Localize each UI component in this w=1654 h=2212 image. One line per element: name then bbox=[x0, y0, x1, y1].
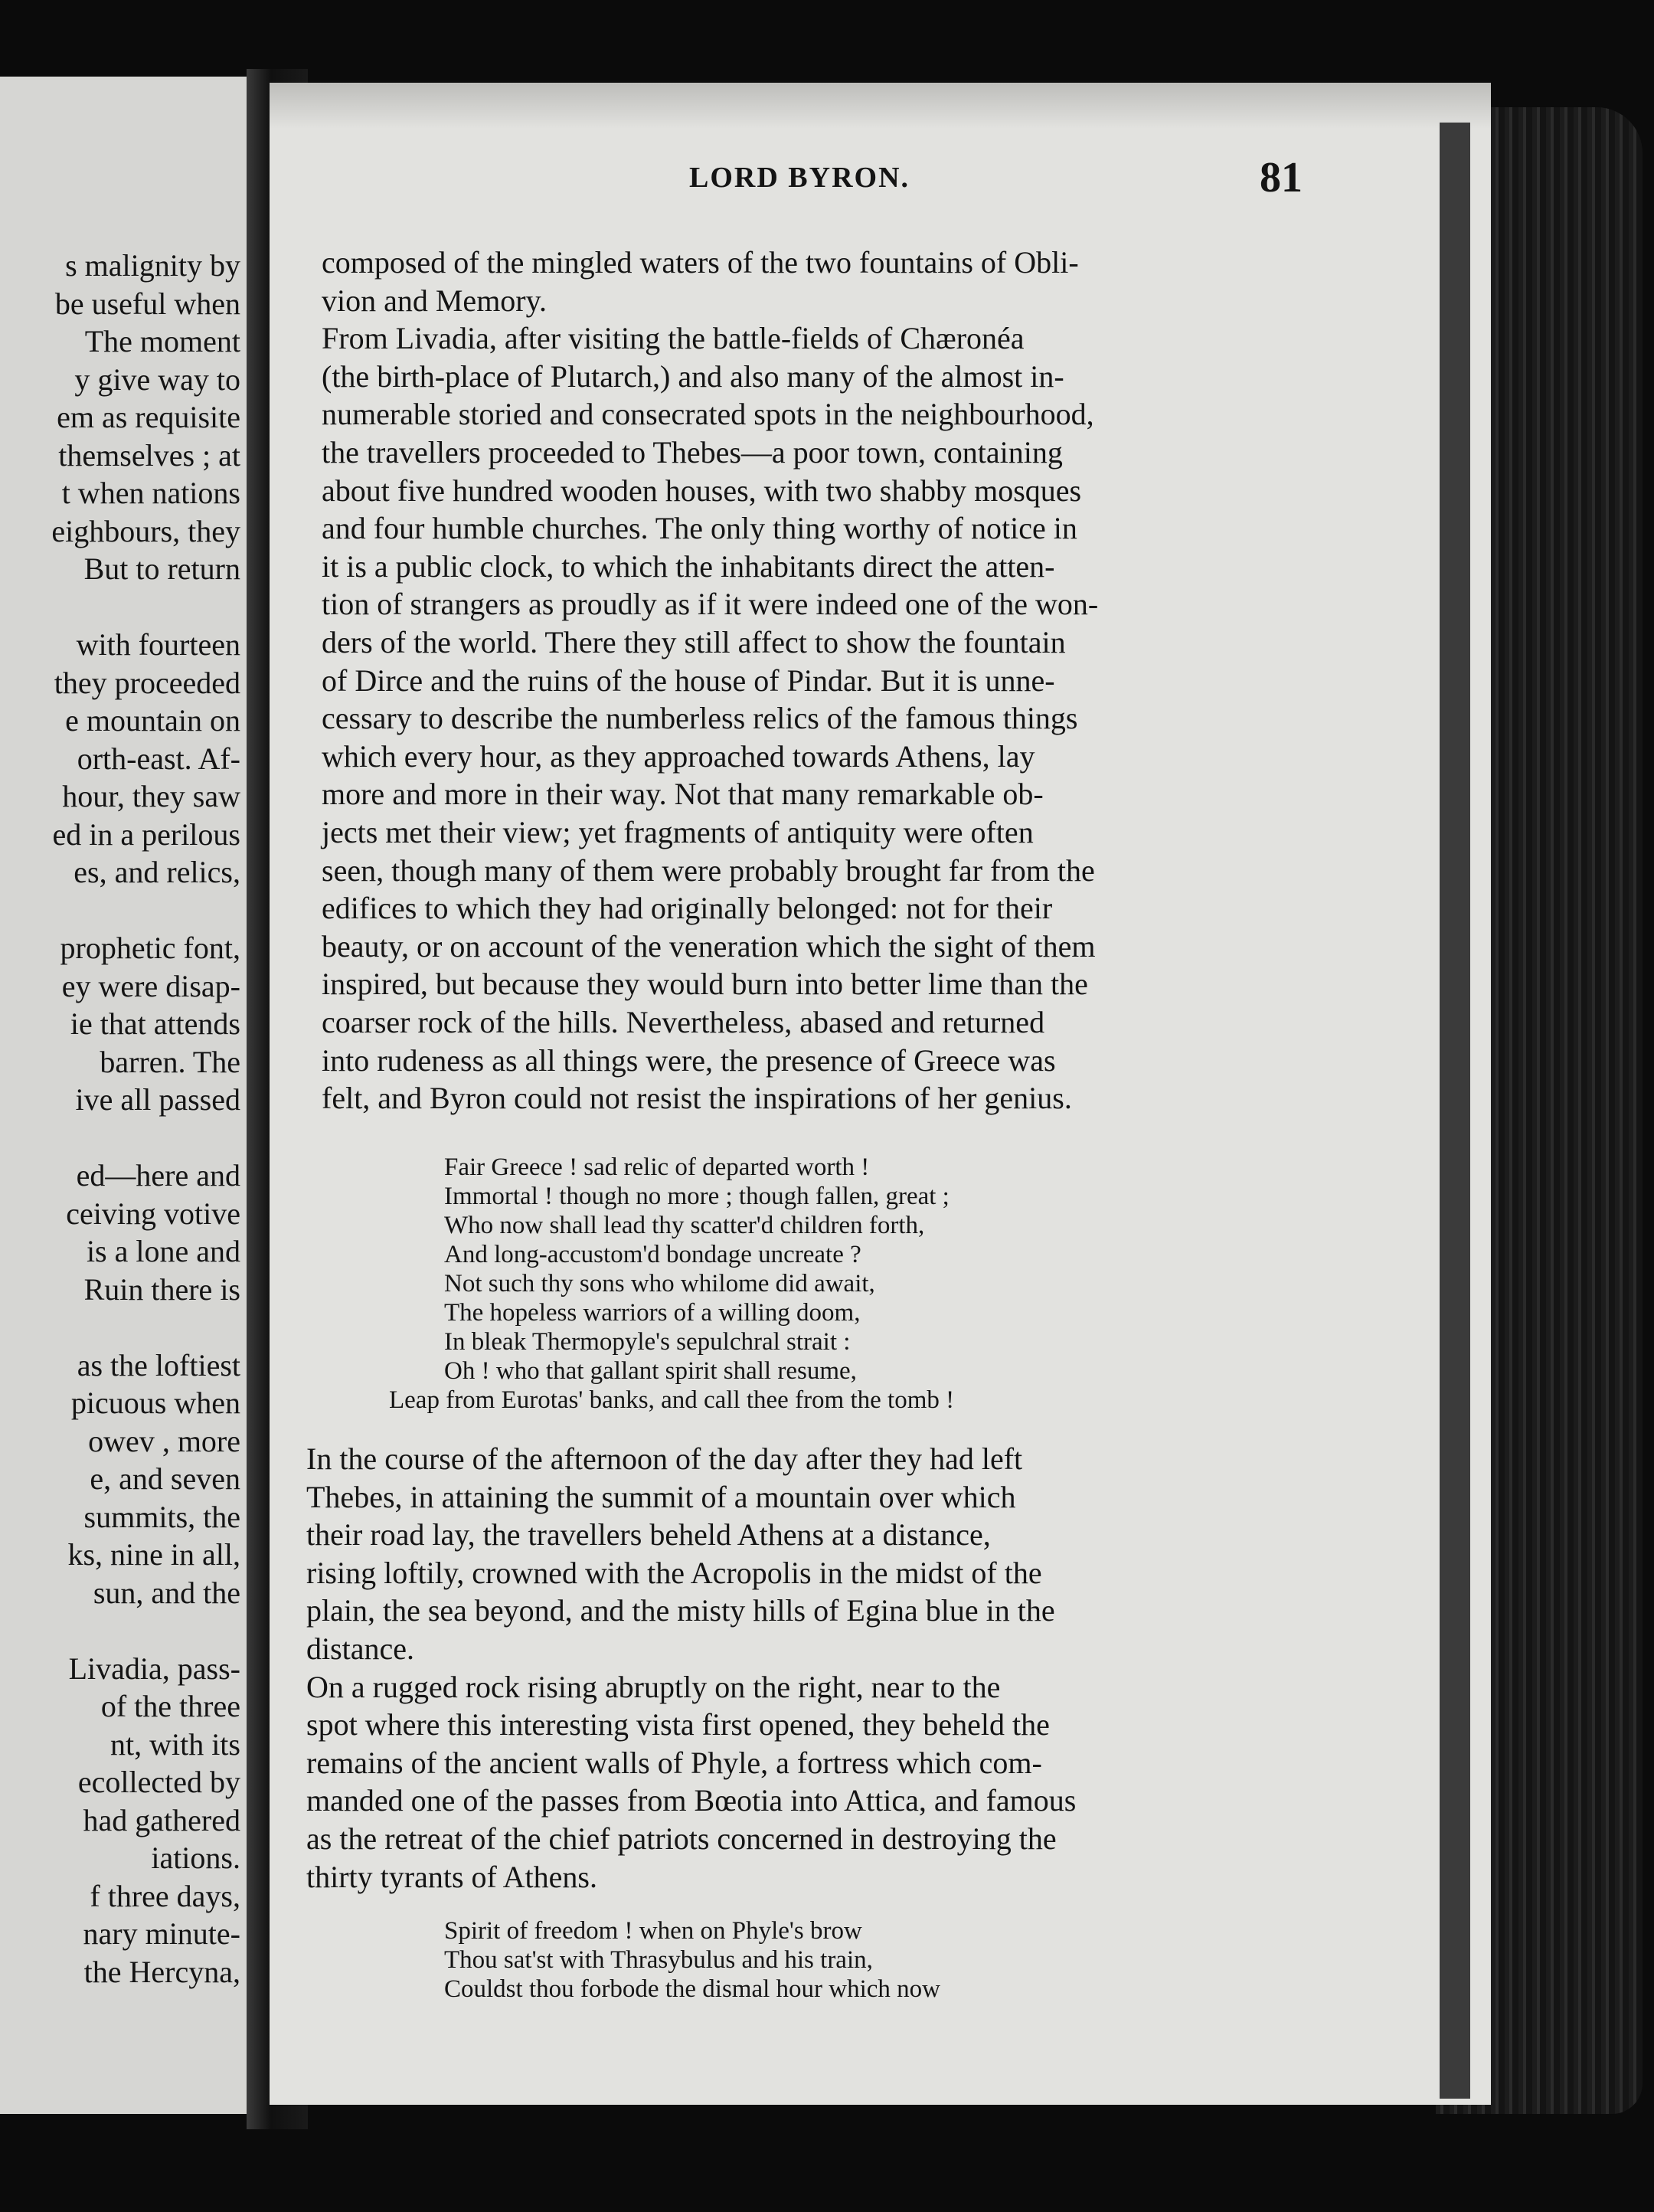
left-page-line: f three days, bbox=[90, 1878, 240, 1913]
body-text-line: numerable storied and consecrated spots in the neighbourhood, bbox=[322, 397, 1094, 432]
body-text-line: which every hour, as they approached towards Athens, lay bbox=[322, 738, 1035, 774]
left-page-line: em as requisite bbox=[57, 400, 240, 434]
left-page-line: summits, the bbox=[83, 1499, 240, 1534]
left-page-line: ive all passed bbox=[75, 1082, 240, 1117]
verse-line: The hopeless warriors of a willing doom, bbox=[444, 1299, 861, 1327]
body-text-line: composed of the mingled waters of the two fountains of Obli- bbox=[322, 245, 1079, 280]
page-edge-inner bbox=[1440, 123, 1470, 2099]
left-page-line: The moment bbox=[84, 324, 240, 358]
left-page-line: ed—here and bbox=[76, 1158, 240, 1193]
body-text-line: On a rugged rock rising abruptly on the right, near to the bbox=[306, 1669, 1001, 1704]
body-text-line: it is a public clock, to which the inhabitants direct the atten- bbox=[322, 548, 1055, 584]
left-page bbox=[0, 77, 247, 2114]
body-text-line: remains of the ancient walls of Phyle, a fortress which com- bbox=[306, 1745, 1042, 1780]
verse-line: Thou sat'st with Thrasybulus and his train, bbox=[444, 1946, 873, 1974]
left-page-line: hour, they saw bbox=[62, 779, 240, 813]
body-text-line: cessary to describe the numberless relics of the famous things bbox=[322, 701, 1078, 736]
left-page-line: e, and seven bbox=[90, 1461, 240, 1496]
left-page-line: orth-east. Af- bbox=[77, 741, 240, 776]
left-page-line: ks, nine in all, bbox=[67, 1537, 240, 1572]
verse-line: Spirit of freedom ! when on Phyle's brow bbox=[444, 1917, 862, 1945]
page-shadow bbox=[270, 83, 1491, 129]
left-page-line: had gathered bbox=[83, 1802, 240, 1837]
left-page-line: owev , more bbox=[88, 1423, 240, 1458]
body-text-line: about five hundred wooden houses, with two shabby mosques bbox=[322, 473, 1082, 508]
verse-line: Leap from Eurotas' banks, and call thee from the tomb ! bbox=[389, 1386, 955, 1414]
body-text-line: of Dirce and the ruins of the house of Pindar. But it is unne- bbox=[322, 663, 1055, 698]
left-page-line: Livadia, pass- bbox=[68, 1651, 240, 1686]
body-text-line: rising loftily, crowned with the Acropolis in the midst of the bbox=[306, 1555, 1042, 1590]
verse-line: Immortal ! though no more ; though fallen, great ; bbox=[444, 1183, 950, 1210]
left-page-line: prophetic font, bbox=[60, 931, 240, 965]
left-page-line: ceiving votive bbox=[66, 1196, 240, 1231]
left-page-line: nt, with its bbox=[110, 1726, 240, 1762]
body-text-line: into rudeness as all things were, the presence of Greece was bbox=[322, 1042, 1056, 1078]
body-text-line: spot where this interesting vista first opened, they beheld the bbox=[306, 1707, 1050, 1742]
left-page-line: ecollected by bbox=[77, 1765, 240, 1799]
left-page-line: ey were disap- bbox=[61, 968, 240, 1003]
left-page-line: barren. The bbox=[100, 1044, 240, 1079]
left-page-line: Ruin there is bbox=[83, 1271, 240, 1307]
verse-line: Not such thy sons who whilome did await, bbox=[444, 1270, 875, 1297]
body-text-line: the travellers proceeded to Thebes—a poor town, containing bbox=[322, 435, 1063, 470]
body-text-line: beauty, or on account of the veneration which the sight of them bbox=[322, 928, 1096, 964]
verse-line: Fair Greece ! sad relic of departed worth ! bbox=[444, 1153, 870, 1181]
body-text-line: ders of the world. There they still affect to show the fountain bbox=[322, 625, 1066, 659]
left-page-line: s malignity by bbox=[65, 248, 240, 283]
left-page-line: y give way to bbox=[74, 362, 240, 397]
running-head: LORD BYRON. bbox=[689, 162, 910, 194]
body-text-line: thirty tyrants of Athens. bbox=[306, 1859, 597, 1894]
body-text-line: tion of strangers as proudly as if it were indeed one of the won- bbox=[322, 587, 1099, 622]
body-text-line: edifices to which they had originally belonged: not for their bbox=[322, 891, 1053, 926]
body-text-line: and four humble churches. The only thing worthy of notice in bbox=[322, 511, 1077, 546]
left-page-line: picuous when bbox=[70, 1386, 240, 1420]
left-page-line: as the loftiest bbox=[77, 1347, 240, 1382]
body-text-line: In the course of the afternoon of the day after they had left bbox=[306, 1441, 1023, 1476]
left-page-line: iations. bbox=[151, 1841, 240, 1875]
left-page-line: But to return bbox=[83, 551, 240, 586]
body-text-line: distance. bbox=[306, 1631, 415, 1666]
left-page-line: t when nations bbox=[61, 476, 240, 510]
left-page-line: ie that attends bbox=[70, 1006, 240, 1041]
left-page-line: they proceeded bbox=[54, 665, 240, 700]
body-text-line: more and more in their way. Not that many remarkable ob- bbox=[322, 777, 1044, 812]
verse-line: And long-accustom'd bondage uncreate ? bbox=[444, 1241, 861, 1268]
body-text-line: jects met their view; yet fragments of antiquity were often bbox=[322, 815, 1034, 849]
body-text-line: manded one of the passes from Bœotia into Attica, and famous bbox=[306, 1783, 1077, 1818]
body-text-line: their road lay, the travellers beheld Athens at a distance, bbox=[306, 1517, 991, 1553]
body-text-line: (the birth-place of Plutarch,) and also many of the almost in- bbox=[322, 358, 1064, 394]
left-page-line: es, and relics, bbox=[74, 855, 240, 889]
body-text-line: From Livadia, after visiting the battle-fields of Chæronéa bbox=[322, 321, 1025, 356]
body-text-line: seen, though many of them were probably brought far from the bbox=[322, 852, 1095, 888]
left-page-line: be useful when bbox=[54, 286, 240, 321]
body-text-line: Thebes, in attaining the summit of a mountain over which bbox=[306, 1479, 1016, 1514]
body-text-line: coarser rock of the hills. Nevertheless, abased and returned bbox=[322, 1005, 1045, 1039]
left-page-line: sun, and the bbox=[93, 1575, 240, 1610]
page-number: 81 bbox=[1260, 154, 1303, 201]
left-page-line: themselves ; at bbox=[58, 437, 240, 473]
body-text-line: inspired, but because they would burn into better lime than the bbox=[322, 967, 1088, 1002]
body-text-line: plain, the sea beyond, and the misty hills of Egina blue in the bbox=[306, 1593, 1055, 1628]
body-text-line: felt, and Byron could not resist the inspirations of her genius. bbox=[322, 1081, 1072, 1116]
verse-line: Couldst thou forbode the dismal hour which now bbox=[444, 1975, 941, 2003]
verse-line: In bleak Thermopyle's sepulchral strait : bbox=[444, 1328, 851, 1356]
left-page-line: e mountain on bbox=[65, 703, 240, 738]
left-page-line: of the three bbox=[100, 1689, 240, 1723]
left-page-line: is a lone and bbox=[86, 1234, 240, 1268]
left-page-line: with fourteen bbox=[76, 627, 240, 662]
verse-line: Oh ! who that gallant spirit shall resume, bbox=[444, 1357, 857, 1385]
verse-line: Who now shall lead thy scatter'd children forth, bbox=[444, 1212, 925, 1239]
left-page-line: nary minute- bbox=[83, 1916, 240, 1951]
body-text-line: vion and Memory. bbox=[322, 283, 548, 318]
left-page-line: eighbours, they bbox=[51, 513, 240, 548]
left-page-line: ed in a perilous bbox=[52, 816, 240, 852]
body-text-line: as the retreat of the chief patriots concerned in destroying the bbox=[306, 1821, 1057, 1856]
left-page-line: the Hercyna, bbox=[83, 1954, 240, 1989]
